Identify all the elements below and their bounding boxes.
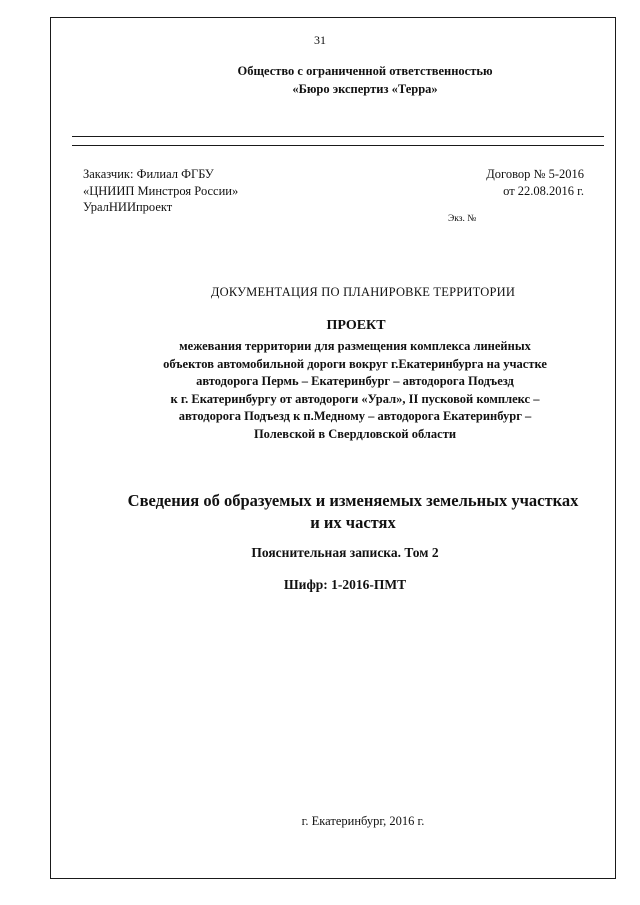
client-line-2: «ЦНИИП Минстроя России» (83, 183, 239, 198)
header-divider-bottom (72, 145, 604, 146)
contract-number: Договор № 5-2016 (486, 167, 584, 181)
project-description (60, 338, 640, 443)
project-description-line: автодорога Пермь – Екатеринбург – автодорога Подъезд (196, 374, 514, 388)
client-line-3: УралНИИпроект (83, 200, 173, 214)
header-divider-top (72, 136, 604, 137)
project-description-line: автодорога Подъезд к п.Медному – автодорога Екатеринбург – (178, 409, 532, 423)
copy-number: Экз. № (448, 214, 477, 224)
organization-name (200, 62, 530, 98)
organization-line-1: Общество с ограниченной ответственностью (237, 64, 493, 78)
organization-line-2: «Бюро экспертиз «Терра» (292, 82, 438, 96)
project-description-line: объектов автомобильной дороги вокруг г.Екатеринбурга на участке (163, 356, 547, 371)
footer-place-year: г. Екатеринбург, 2016 г. (301, 814, 425, 828)
section-title-line: и их частях (310, 513, 396, 532)
document-kind: ДОКУМЕНТАЦИЯ ПО ПЛАНИРОВКЕ ТЕРРИТОРИИ (210, 285, 516, 299)
section-title (70, 490, 636, 534)
volume-title: Пояснительная записка. Том 2 (251, 545, 439, 560)
page-border-frame (50, 17, 616, 879)
page-number: 31 (314, 33, 326, 47)
client-line-1: Заказчик: Филиал ФГБУ (83, 167, 214, 181)
section-title-line: Сведения об образуемых и изменяемых земельных участках (127, 491, 579, 510)
project-description-line: Полевской в Свердловской области (253, 426, 457, 441)
project-description-line: межевания территории для размещения комплекса линейных (179, 339, 531, 353)
contract-date: от 22.08.2016 г. (503, 183, 584, 198)
client-block (83, 166, 238, 216)
document-cipher: Шифр: 1-2016-ПМТ (283, 577, 407, 592)
contract-block (486, 166, 584, 199)
project-label: ПРОЕКТ (326, 318, 386, 333)
project-description-line: к г. Екатеринбургу от автодороги «Урал», II пусковой комплекс – (170, 391, 540, 406)
